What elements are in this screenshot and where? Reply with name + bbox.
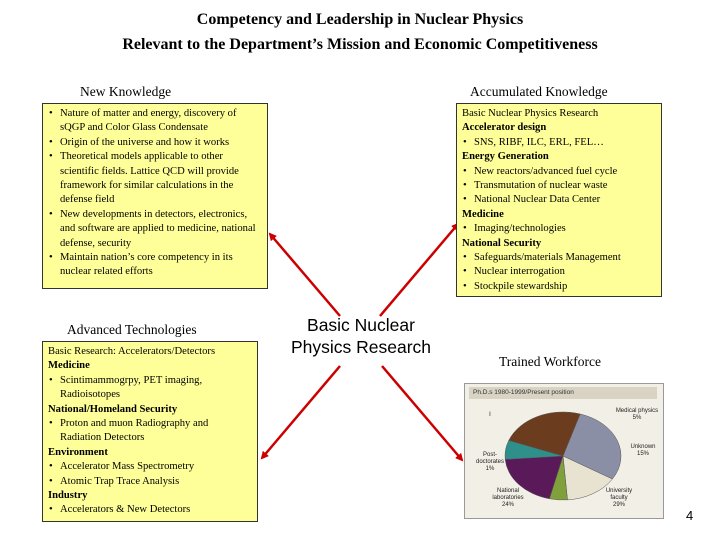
section-label: Industry	[48, 490, 88, 502]
list-item: • New reactors/advanced fuel cycle	[462, 165, 656, 179]
advanced-technologies-heading: Advanced Technologies	[67, 322, 197, 337]
section-label: Environment	[48, 446, 108, 458]
arrow-to-advanced-technologies	[262, 366, 340, 458]
workforce-pie-chart	[464, 383, 664, 519]
arrow-to-trained-workforce	[382, 366, 462, 460]
list-item: • Safeguards/materials Management	[462, 251, 656, 265]
list-item: • Transmutation of nuclear waste	[462, 179, 656, 193]
advanced-technologies-box	[42, 341, 258, 522]
list-item: • Atomic Trap Trace Analysis	[48, 475, 252, 489]
list-item: • Origin of the universe and how it works	[48, 136, 262, 150]
list-item: • Proton and muon Radiography and Radiation Detectors	[48, 417, 252, 446]
list-item: • Imaging/technologies	[462, 222, 656, 236]
label-university-faculty: University faculty 29%	[605, 488, 633, 508]
list-item: • Scintimammogrpy, PET imaging, Radioisotopes	[48, 374, 252, 403]
list-item: • SNS, RIBF, ILC, ERL, FEL…	[462, 136, 656, 150]
list-item: • Maintain nation’s core competency in its nuclear related efforts	[48, 251, 262, 280]
label-post-doctorates: Post- doctorates 1%	[475, 452, 505, 472]
accumulated-intro: Basic Nuclear Physics Research	[462, 108, 599, 119]
advanced-intro: Basic Research: Accelerators/Detectors	[48, 346, 216, 357]
list-item: • New developments in detectors, electronics, and software are applied to medicine, national defense, security	[48, 208, 262, 251]
title-line-2: Relevant to the Department’s Mission and Economic Competitiveness	[122, 36, 598, 53]
list-item: • Accelerators & New Detectors	[48, 503, 252, 517]
section-label: Accelerator design	[462, 122, 547, 134]
list-item: • Nuclear interrogation	[462, 265, 656, 279]
section-label: Medicine	[48, 360, 90, 372]
new-knowledge-heading: New Knowledge	[80, 84, 172, 99]
list-item: • National Nuclear Data Center	[462, 193, 656, 207]
list-item: • Theoretical models applicable to other scientific fields. Lattice QCD will provide framework for similar calculations in the defense field	[48, 150, 262, 208]
label-national-labs: National laboratories 24%	[492, 488, 524, 508]
chart-title: Ph.D.s 1980-1999/Present position	[469, 387, 657, 399]
accumulated-knowledge-heading: Accumulated Knowledge	[470, 84, 608, 99]
center-title	[281, 314, 441, 358]
section-label: Medicine	[462, 208, 504, 220]
list-item: • Accelerator Mass Spectrometry	[48, 460, 252, 474]
page-number: 4	[686, 508, 694, 523]
arrow-to-accumulated-knowledge	[380, 224, 458, 316]
new-knowledge-box	[42, 103, 268, 289]
arrow-to-new-knowledge	[270, 234, 340, 316]
label-other: I	[489, 412, 491, 418]
title-line-1: Competency and Leadership in Nuclear Physics	[196, 11, 524, 28]
section-label: Energy Generation	[462, 151, 549, 163]
list-item: • Nature of matter and energy, discovery of sQGP and Color Glass Condensate	[48, 107, 262, 136]
section-label: National/Homeland Security	[48, 403, 178, 415]
label-unknown: Unknown 15%	[630, 444, 656, 457]
center-title-line-1: Basic Nuclear	[307, 315, 415, 335]
trained-workforce-heading: Trained Workforce	[499, 354, 602, 369]
list-item: • Stockpile stewardship	[462, 280, 656, 294]
center-title-line-2: Physics Research	[290, 337, 432, 357]
accumulated-knowledge-box	[456, 103, 662, 297]
label-medical-physics: Medical physics 5%	[615, 408, 659, 421]
section-label: National Security	[462, 237, 542, 249]
